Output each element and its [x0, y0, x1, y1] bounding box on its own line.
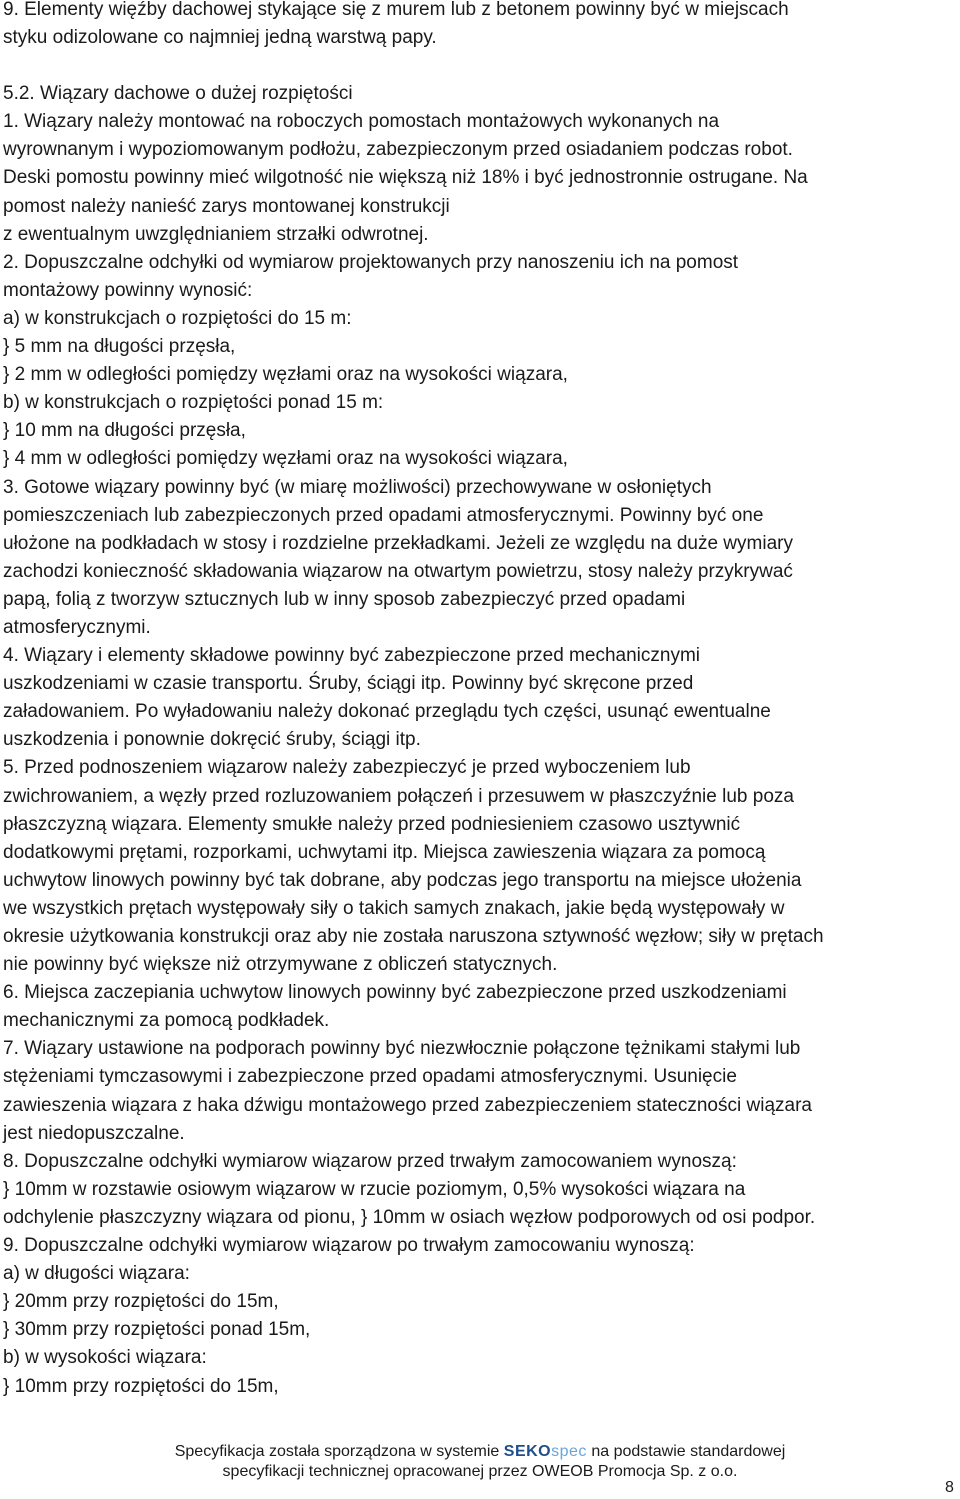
text-line: mechanicznymi za pomocą podkładek.	[3, 1010, 330, 1032]
text-line: okresie użytkowania konstrukcji oraz aby nie została naruszona sztywność węzłow; siły w prętach	[3, 926, 824, 947]
text-line: } 30mm przy rozpiętości ponad 15m,	[3, 1319, 311, 1341]
text-line: stężeniami tymczasowymi i zabezpieczone przed opadami atmosferycznymi. Usunięcie	[3, 1066, 737, 1088]
text-line: 2. Dopuszczalne odchyłki od wymiarow projektowanych przy nanoszeniu ich na pomost	[3, 251, 739, 273]
logo-text-spec: spec	[551, 1443, 587, 1460]
text-line: zawieszenia wiązara z haka dźwigu montażowego przed zabezpieczeniem stateczności wiązara	[3, 1094, 812, 1116]
document-body	[3, 0, 955, 1401]
text-line: z ewentualnym uwzględnianiem strzałki odwrotnej.	[3, 223, 429, 245]
footer-text: na podstawie standardowej	[591, 1443, 786, 1460]
text-line: a) w konstrukcjach o rozpiętości do 15 m:	[3, 307, 352, 329]
page-number: 8	[945, 1479, 954, 1496]
text-line: 6. Miejsca zaczepiania uchwytow linowych powinny być zabezpieczone przed uszkodzeniami	[3, 982, 787, 1004]
text-line: uszkodzenia i ponownie dokręcić śruby, ściągi itp.	[3, 729, 421, 751]
text-line: dodatkowymi prętami, rozporkami, uchwytami itp. Miejsca zawieszenia wiązara za pomocą	[3, 841, 766, 863]
text-line: płaszczyzną wiązara. Elementy smukłe należy przed podniesieniem czasowo usztywnić	[3, 813, 741, 835]
text-line: } 10 mm na długości przęsła,	[3, 420, 246, 442]
section-heading: 5.2. Wiązary dachowe o dużej rozpiętości	[3, 83, 353, 105]
text-line: 9. Elementy więźby dachowej stykające się z murem lub z betonem powinny być w miejscach	[3, 0, 789, 20]
sekospec-logo	[504, 1443, 587, 1460]
text-line: pomieszczeniach lub zabezpieczonych przed opadami atmosferycznymi. Powinny być one	[3, 504, 764, 526]
footer-text: Specyfikacja została sporządzona w systemie	[174, 1443, 500, 1460]
text-line: 9. Dopuszczalne odchyłki wymiarow wiązarow po trwałym zamocowaniu wynoszą:	[3, 1235, 695, 1257]
text-line: załadowaniem. Po wyładowaniu należy dokonać przeglądu tych części, usunąć ewentualne	[3, 701, 771, 723]
text-line: wyrownanym i wypoziomowanym podłożu, zabezpieczonym przed osiadaniem podczas robot.	[3, 139, 793, 161]
text-line: } 10mm w rozstawie osiowym wiązarow w rzucie poziomym, 0,5% wysokości wiązara na	[3, 1178, 746, 1200]
text-line: uszkodzeniami w czasie transportu. Śruby, ściągi itp. Powinny być skręcone przed	[3, 673, 694, 695]
page-footer	[0, 1442, 960, 1482]
text-line: } 20mm przy rozpiętości do 15m,	[3, 1291, 279, 1313]
text-line: 3. Gotowe wiązary powinny być (w miarę możliwości) przechowywane w osłoniętych	[3, 476, 712, 498]
text-line: } 10mm przy rozpiętości do 15m,	[3, 1375, 279, 1397]
text-line: papą, folią z tworzyw sztucznych lub w inny sposob zabezpieczyć przed opadami	[3, 588, 686, 610]
text-line: we wszystkich prętach występowały siły o takich samych znakach, jakie będą występowały w	[3, 897, 785, 919]
text-line: } 5 mm na długości przęsła,	[3, 336, 236, 358]
text-line: montażowy powinny wynosić:	[3, 279, 253, 301]
text-line: 4. Wiązary i elementy składowe powinny być zabezpieczone przed mechanicznymi	[3, 645, 700, 667]
text-line: styku odizolowane co najmniej jedną warstwą papy.	[3, 27, 437, 49]
text-line: pomost należy nanieść zarys montowanej konstrukcji	[3, 195, 450, 217]
text-line: 7. Wiązary ustawione na podporach powinny być niezwłocznie połączone tężnikami stałymi lub	[3, 1038, 801, 1060]
text-line: Deski pomostu powinny mieć wilgotność nie większą niż 18% i być jednostronnie ostrugane. Na	[3, 167, 808, 189]
text-line: } 2 mm w odległości pomiędzy węzłami oraz na wysokości wiązara,	[3, 364, 568, 386]
text-line: zwichrowaniem, a węzły przed rozluzowaniem połączeń i przesuwem w płaszczyźnie lub poza	[3, 785, 794, 807]
text-line: zachodzi konieczność składowania wiązarow na otwartym powietrzu, stosy należy przykrywać	[3, 560, 793, 582]
text-line: nie powinny być większe niż otrzymywane z obliczeń statycznych.	[3, 954, 558, 976]
text-line: } 4 mm w odległości pomiędzy węzłami oraz na wysokości wiązara,	[3, 448, 568, 470]
text-line: odchylenie płaszczyzny wiązara od pionu, } 10mm w osiach węzłow podporowych od osi podpor.	[3, 1206, 816, 1228]
footer-line-2: specyfikacji technicznej opracowanej przez OWEOB Promocja Sp. z o.o.	[222, 1463, 738, 1480]
text-line: atmosferycznymi.	[3, 616, 151, 638]
text-line: b) w wysokości wiązara:	[3, 1347, 207, 1369]
text-line: 5. Przed podnoszeniem wiązarow należy zabezpieczyć je przed wyboczeniem lub	[3, 757, 691, 779]
text-line: jest niedopuszczalne.	[3, 1122, 185, 1144]
text-line: uchwytow linowych powinny być tak dobrane, aby podczas jego transportu na miejsce ułożenia	[3, 869, 802, 891]
logo-text-seko: SEKO	[503, 1443, 552, 1460]
text-line: 1. Wiązary należy montować na roboczych pomostach montażowych wykonanych na	[3, 111, 720, 133]
footer-line-1	[0, 1442, 960, 1462]
text-line: b) w konstrukcjach o rozpiętości ponad 15 m:	[3, 392, 384, 414]
text-line: 8. Dopuszczalne odchyłki wymiarow wiązarow przed trwałym zamocowaniem wynoszą:	[3, 1150, 737, 1172]
text-line: a) w długości wiązara:	[3, 1263, 190, 1285]
text-line: ułożone na podkładach w stosy i rozdzielne przekładkami. Jeżeli ze względu na duże wymiary	[3, 532, 793, 554]
